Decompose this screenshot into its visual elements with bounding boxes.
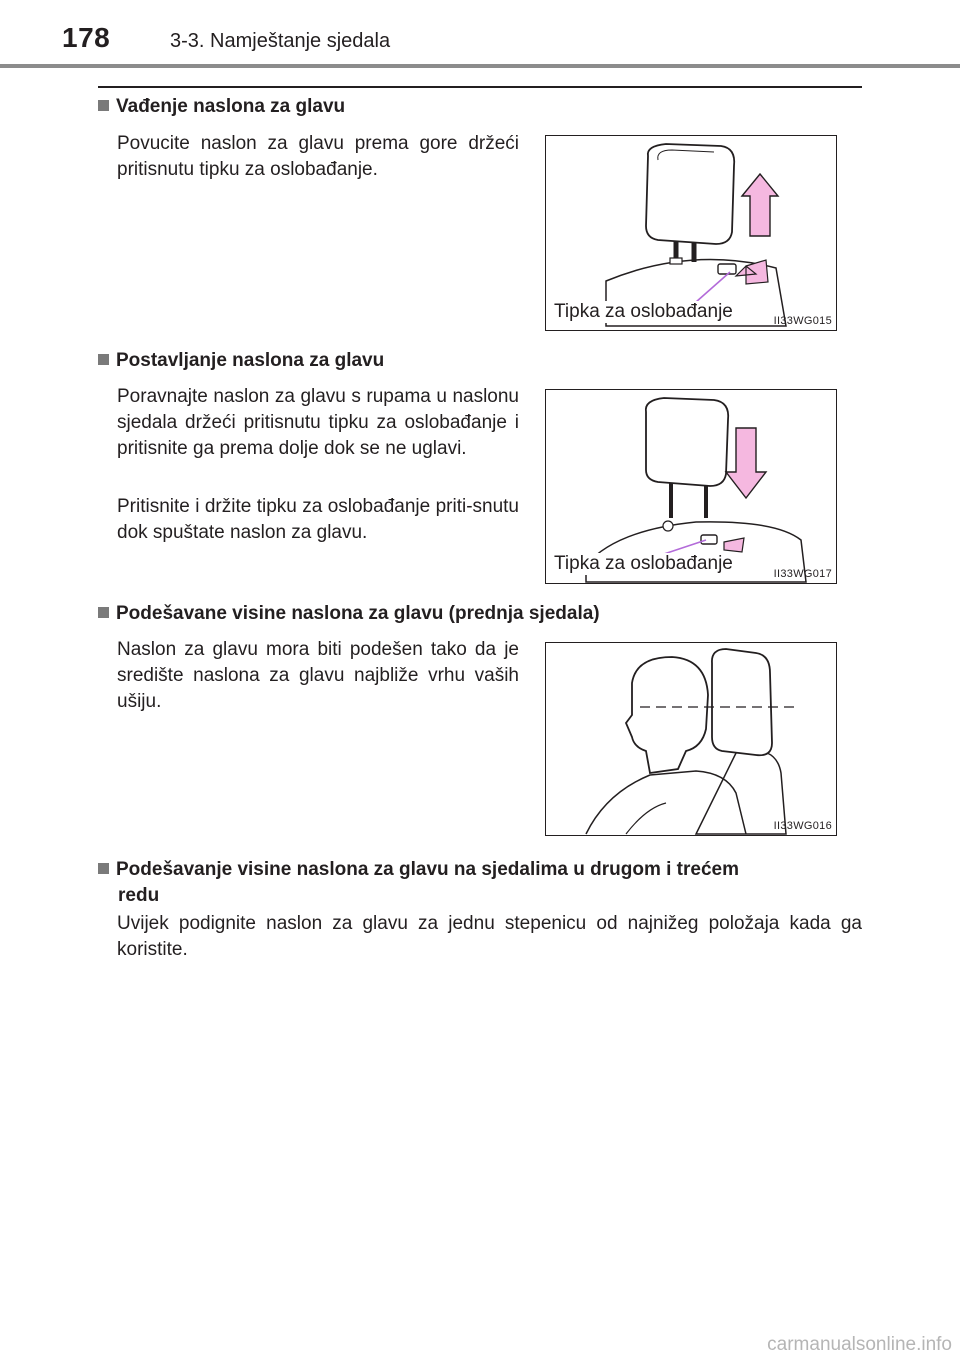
paragraph-installing-2: Pritisnite i držite tipku za oslobađanje priti-snutu dok spuštate naslon za glavu. xyxy=(117,496,519,543)
watermark: carmanualsonline.info xyxy=(767,1334,952,1355)
square-bullet-icon xyxy=(98,354,109,365)
figure-code: II33WG016 xyxy=(773,820,832,832)
square-bullet-icon xyxy=(98,607,109,618)
section-heading-installing xyxy=(98,348,384,374)
heading-text-line-1: Podešavanje visine naslona za glavu na sjedalima u drugom i trećem xyxy=(116,859,740,880)
section-heading-rear-height xyxy=(98,857,862,909)
page-number: 178 xyxy=(62,22,111,53)
driver-head-alignment-illustration xyxy=(546,643,836,835)
paragraph-installing-1: Poravnajte naslon za glavu s rupama u naslonu sjedala držeći pritisnutu tipku za oslobađanje i pritisnite ga prema dolje dok se ne uglavi. xyxy=(117,386,519,459)
heading-text: Postavljanje naslona za glavu xyxy=(116,350,385,371)
header-rule xyxy=(0,64,960,68)
chapter-title: 3-3. Namještanje sjedala xyxy=(170,30,391,52)
section-divider xyxy=(98,86,862,88)
paragraph-front-height: Naslon za glavu mora biti podešen tako da je središte naslona za glavu najbliže vrhu vaših ušiju. xyxy=(117,639,519,712)
figure-remove-headrest xyxy=(545,135,837,331)
figure-label-release-button: Tipka za oslobađanje xyxy=(554,553,733,574)
section-heading-front-height xyxy=(98,601,600,627)
figure-headrest-height xyxy=(545,642,837,836)
heading-text: Vađenje naslona za glavu xyxy=(116,96,346,117)
heading-text: Podešavane visine naslona za glavu (prednja sjedala) xyxy=(116,603,600,624)
figure-code: II33WG015 xyxy=(773,315,832,327)
square-bullet-icon xyxy=(98,863,109,874)
square-bullet-icon xyxy=(98,100,109,111)
paragraph-rear-height: Uvijek podignite naslon za glavu za jednu stepenicu od najnižeg položaja kada ga koristite. xyxy=(117,913,862,960)
figure-code: II33WG017 xyxy=(773,568,832,580)
figure-install-headrest xyxy=(545,389,837,584)
section-heading-removing xyxy=(98,94,345,120)
figure-label-release-button: Tipka za oslobađanje xyxy=(554,301,733,322)
heading-text-line-2: redu xyxy=(118,885,160,906)
paragraph-removing: Povucite naslon za glavu prema gore držeći pritisnutu tipku za oslobađanje. xyxy=(117,133,519,180)
